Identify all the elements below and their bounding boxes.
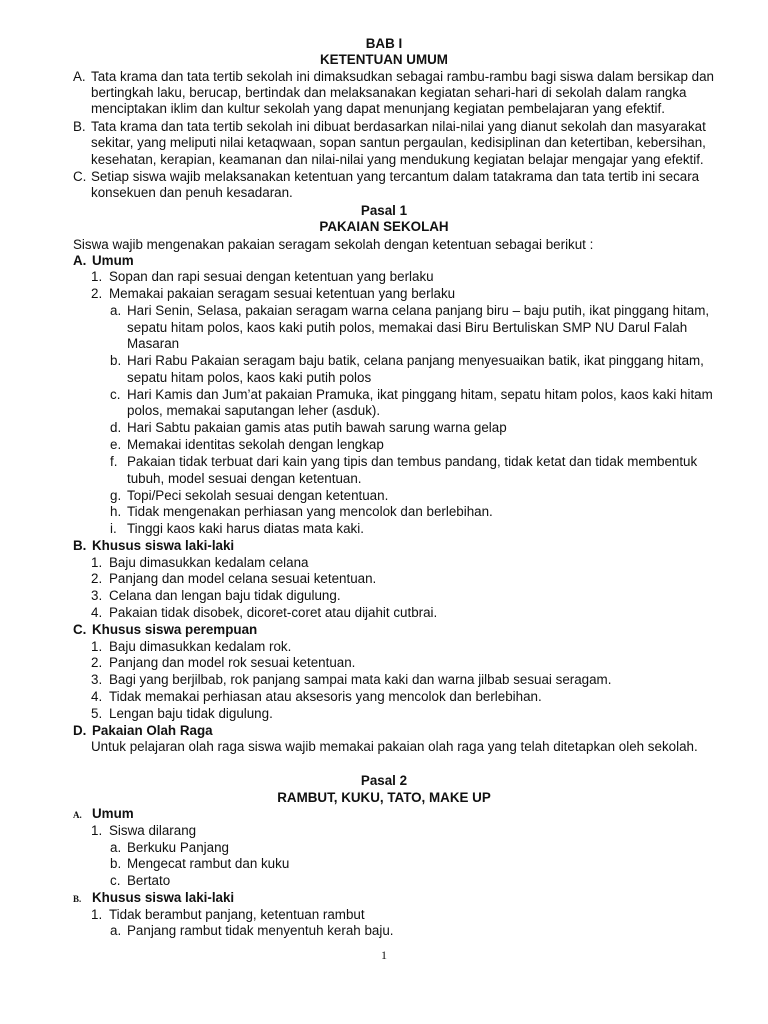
subsection-letter: D.: [73, 723, 87, 738]
chapter-title: BAB I: [365, 36, 403, 51]
list-number: 3.: [91, 672, 103, 687]
sub-list-item: Hari Senin, Selasa, pakaian seragam warna celana panjang biru – baju putih, ikat pinggang hitam,: [127, 303, 710, 318]
sub-list-item: Berkuku Panjang: [127, 840, 229, 855]
sub-list-letter: a.: [110, 840, 122, 855]
list-number: 3.: [91, 588, 103, 603]
list-number: 5.: [91, 706, 103, 721]
sub-list-item: Hari Rabu Pakaian seragam baju batik, celana panjang menyesuaikan batik, ikat pinggang hitam,: [127, 353, 704, 368]
sub-list-letter: b.: [110, 856, 122, 871]
paragraph-line: Setiap siswa wajib melaksanakan ketentuan yang tercantum dalam tatakrama dan tata tertib ini secara: [91, 169, 700, 184]
list-item: Pakaian tidak disobek, dicoret-coret atau dijahit cutbrai.: [109, 605, 438, 620]
list-item: Baju dimasukkan kedalam rok.: [109, 639, 292, 654]
sub-list-item: Hari Kamis dan Jum’at pakaian Pramuka, ikat pinggang hitam, sepatu hitam polos, kaos kaki hitam: [127, 387, 713, 402]
sub-list-letter: a.: [110, 303, 122, 318]
paragraph-line: kesehatan, kerapian, keamanan dan nilai-nilai yang mendukung kegiatan belajar mengajar yang efektif.: [91, 152, 704, 167]
list-item: Bagi yang berjilbab, rok panjang sampai mata kaki dan warna jilbab sesuai seragam.: [109, 672, 612, 687]
paragraph-line: bertingkah laku, berucap, bertindak dan melaksanakan kegiatan sehari-hari di sekolah dalam rangka: [91, 85, 687, 100]
sub-list-item: Topi/Peci sekolah sesuai dengan ketentuan.: [127, 488, 389, 503]
paragraph-line: Untuk pelajaran olah raga siswa wajib memakai pakaian olah raga yang telah ditetapkan oleh sekolah.: [91, 739, 698, 754]
list-number: 1.: [91, 269, 103, 284]
subsection-letter: B.: [73, 894, 82, 904]
list-item: Memakai pakaian seragam sesuai ketentuan yang berlaku: [109, 286, 456, 301]
sub-list-letter: d.: [110, 420, 122, 435]
sub-list-item: sepatu hitam polos, kaos kaki putih polos: [127, 370, 372, 385]
sub-list-letter: i.: [110, 521, 117, 536]
subsection-heading: Khusus siswa laki-laki: [92, 890, 235, 905]
sub-list-letter: e.: [110, 437, 122, 452]
paragraph-line: Tata krama dan tata tertib sekolah ini dimaksudkan sebagai rambu-rambu bagi siswa dalam bersikap dan: [91, 69, 714, 84]
list-item: Panjang dan model rok sesuai ketentuan.: [109, 655, 356, 670]
paragraph-line: Tata krama dan tata tertib sekolah ini dibuat berdasarkan nilai-nilai yang dianut sekolah dan masyarakat: [91, 119, 706, 134]
section-intro: Siswa wajib mengenakan pakaian seragam sekolah dengan ketentuan sebagai berikut :: [73, 237, 594, 252]
list-marker: C.: [73, 169, 87, 184]
subsection-heading: Khusus siswa laki-laki: [92, 538, 235, 553]
list-number: 1.: [91, 555, 103, 570]
subsection-letter: C.: [73, 622, 87, 637]
sub-list-letter: b.: [110, 353, 122, 368]
list-marker: B.: [73, 119, 86, 134]
sub-list-item: Panjang rambut tidak menyentuh kerah baju.: [127, 923, 394, 938]
sub-list-letter: c.: [110, 387, 121, 402]
list-item: Celana dan lengan baju tidak digulung.: [109, 588, 341, 603]
subsection-letter: B.: [73, 538, 87, 553]
list-number: 2.: [91, 571, 103, 586]
subsection-heading: Khusus siswa perempuan: [92, 622, 258, 637]
sub-list-item: Tinggi kaos kaki harus diatas mata kaki.: [127, 521, 364, 536]
sub-list-letter: g.: [110, 488, 122, 503]
sub-list-item: Tidak mengenakan perhiasan yang mencolok dan berlebihan.: [127, 504, 493, 519]
chapter-subtitle: KETENTUAN UMUM: [320, 52, 448, 67]
section-title: Pasal 1: [360, 203, 408, 218]
sub-list-item: Bertato: [127, 873, 171, 888]
subsection-letter: A.: [73, 253, 87, 268]
list-number: 2.: [91, 655, 103, 670]
list-item: Sopan dan rapi sesuai dengan ketentuan yang berlaku: [109, 269, 434, 284]
sub-list-letter: c.: [110, 873, 121, 888]
list-number: 2.: [91, 286, 103, 301]
subsection-letter: A.: [73, 810, 82, 820]
sub-list-letter: f.: [110, 454, 118, 469]
page-number: 1: [381, 948, 387, 962]
list-item: Panjang dan model celana sesuai ketentuan.: [109, 571, 377, 586]
list-number: 4.: [91, 689, 103, 704]
paragraph-line: konsekuen dan penuh kesadaran.: [91, 185, 293, 200]
subsection-heading: Umum: [92, 253, 134, 268]
list-number: 1.: [91, 907, 103, 922]
sub-list-item: sepatu hitam polos, kaos kaki putih polos, memakai dasi Biru Bertuliskan SMP NU Darul Falah: [127, 320, 688, 335]
sub-list-letter: h.: [110, 504, 122, 519]
sub-list-item: Memakai identitas sekolah dengan lengkap: [127, 437, 384, 452]
section-subtitle: RAMBUT, KUKU, TATO, MAKE UP: [277, 790, 491, 805]
subsection-heading: Pakaian Olah Raga: [92, 723, 213, 738]
list-item: Baju dimasukkan kedalam celana: [109, 555, 309, 570]
list-number: 1.: [91, 639, 103, 654]
list-item: Lengan baju tidak digulung.: [109, 706, 273, 721]
sub-list-letter: a.: [110, 923, 122, 938]
sub-list-item: tubuh, model sesuai dengan ketentuan.: [127, 471, 362, 486]
section-subtitle: PAKAIAN SEKOLAH: [319, 219, 449, 234]
sub-list-item: Mengecat rambut dan kuku: [127, 856, 290, 871]
list-number: 1.: [91, 823, 103, 838]
sub-list-item: Pakaian tidak terbuat dari kain yang tipis dan tembus pandang, tidak ketat dan tidak membentuk: [127, 454, 698, 469]
subsection-heading: Umum: [92, 806, 134, 821]
section-title: Pasal 2: [360, 773, 408, 788]
sub-list-item: polos, memakai saputangan leher (asduk).: [127, 403, 381, 418]
sub-list-item: Hari Sabtu pakaian gamis atas putih bawah sarung warna gelap: [127, 420, 507, 435]
list-number: 4.: [91, 605, 103, 620]
list-item: Tidak memakai perhiasan atau aksesoris yang mencolok dan berlebihan.: [109, 689, 542, 704]
list-marker: A.: [73, 69, 86, 84]
list-item: Siswa dilarang: [109, 823, 197, 838]
paragraph-line: menciptakan iklim dan kultur sekolah yang dapat menunjang kegiatan pembelajaran yang efektif.: [91, 101, 665, 116]
paragraph-line: sekitar, yang meliputi nilai ketaqwaan, sopan santun pergaulan, kedisiplinan dan ketertiban, kebersihan,: [91, 135, 706, 150]
list-item: Tidak berambut panjang, ketentuan rambut: [109, 907, 365, 922]
sub-list-item: Masaran: [127, 336, 180, 351]
